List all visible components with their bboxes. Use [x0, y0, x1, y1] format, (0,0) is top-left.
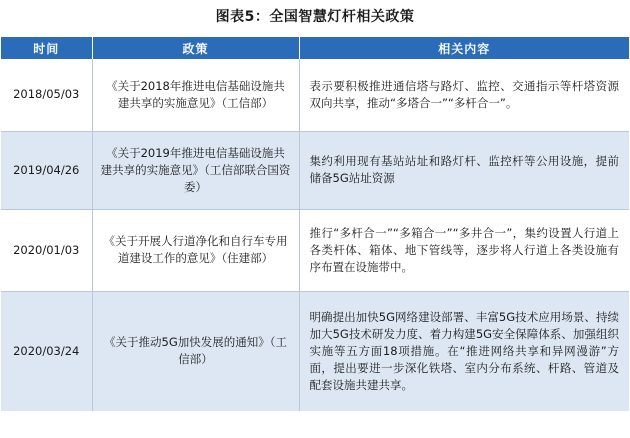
- row-content: 集约利用现有基站站址和路灯杆、监控杆等公用设施，提前储备5G站址资源: [299, 131, 629, 209]
- table-row: [1, 59, 629, 131]
- row-policy: 《关于推动5G加快发展的通知》（工信部）: [92, 291, 299, 411]
- chart-title: 图表5：全国智慧灯杆相关政策: [215, 9, 415, 25]
- table-row: [1, 131, 629, 209]
- row-time: 2019/04/26: [1, 131, 92, 209]
- row-policy: 《关于开展人行道净化和自行车专用道建设工作的意见》（住建部）: [92, 209, 299, 291]
- policy-table: [1, 37, 629, 411]
- row-time: 2020/03/24: [1, 291, 92, 411]
- row-policy: 《关于2018年推进电信基础设施共建共享的实施意见》（工信部）: [92, 59, 299, 131]
- header-policy: 政策: [92, 37, 299, 59]
- table-header: [1, 37, 629, 59]
- table-row: [1, 291, 629, 411]
- header-content: 相关内容: [438, 41, 491, 56]
- row-content: 推行“多杆合一”“多箱合一”“多井合一”，集约设置人行道上各类杆体、箱体、地下管线等，逐步将人行道上各类设施有序布置在设施带中。: [299, 209, 629, 291]
- row-time: 2020/01/03: [1, 209, 92, 291]
- row-content: 表示要积极推进通信塔与路灯、监控、交通指示等杆塔资源双向共享，推动“多塔合一”“多杆合一”。: [299, 59, 629, 131]
- header-time: 时间: [1, 37, 92, 59]
- table-row: [1, 209, 629, 291]
- row-policy: 《关于2019年推进电信基础设施共建共享的实施意见》（工信部联合国资委）: [92, 131, 299, 209]
- row-content: 明确提出加快5G网络建设部署、丰富5G技术应用场景、持续加大5G技术研发力度、着力构建5G安全保障体系、加强组织实施等五方面18项措施。在“推进网络共享和异网漫游”方面，提出要进一步深化铁塔、室内分布系统、杆路、管道及配套设施共建共享。: [309, 309, 619, 392]
- row-time: 2018/05/03: [1, 59, 92, 131]
